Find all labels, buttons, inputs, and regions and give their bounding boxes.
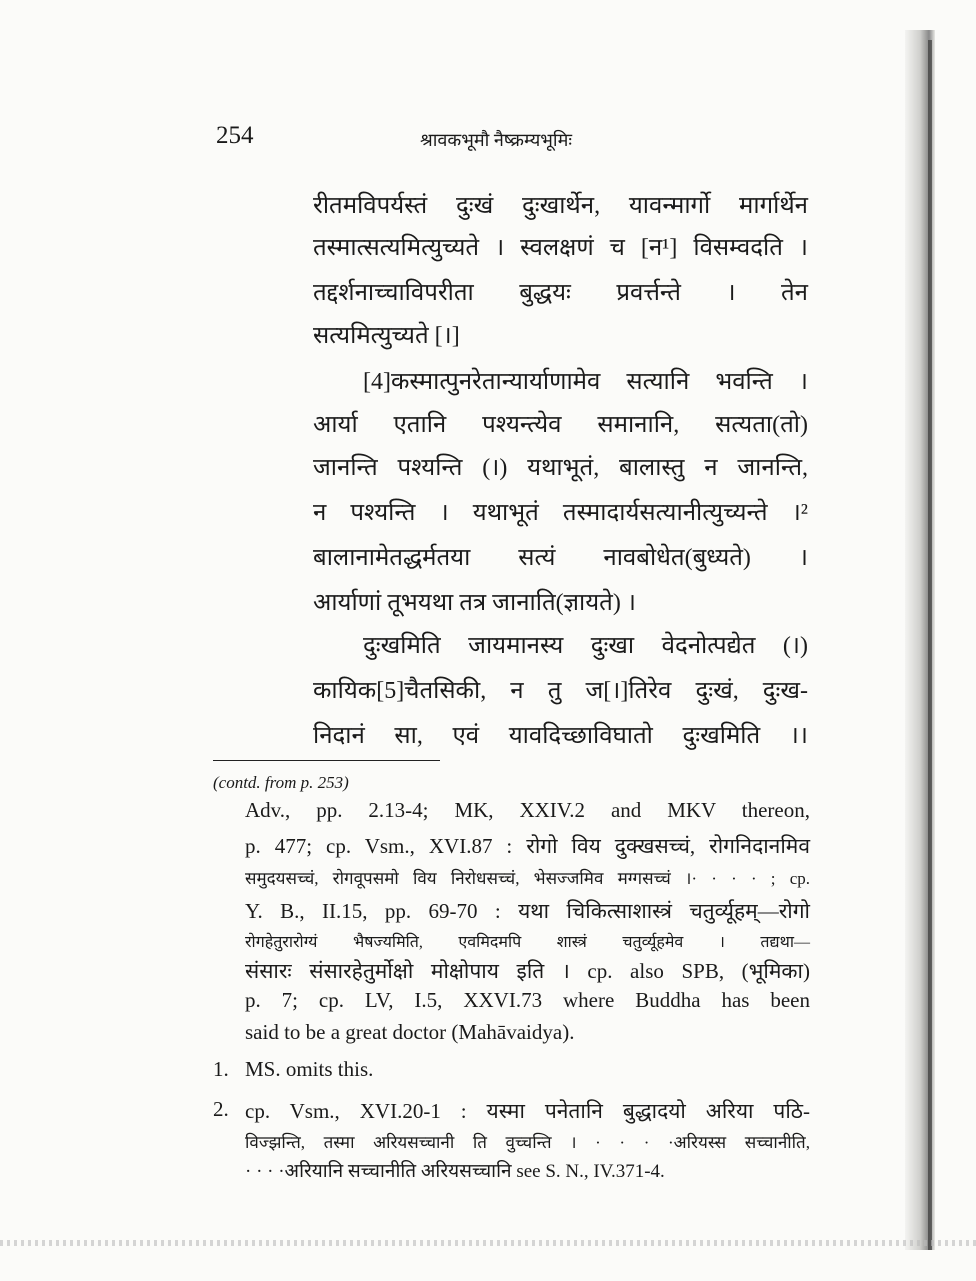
main-text-line: कायिक[5]चैतसिकी, न तु ज[।]तिरेव दुःखं, दुःख- xyxy=(313,678,808,704)
footnote-line: p. 477; cp. Vsm., XVI.87 : रोगो विय दुक्खसच्चं, रोगनिदानमिव xyxy=(245,834,810,858)
main-text-line: तद्दर्शनाच्चाविपरीता बुद्धयः प्रवर्त्तन्ते । तेन xyxy=(313,280,808,306)
footnote-line: Y. B., II.15, pp. 69-70 : यथा चिकित्साशास्त्रं चतुर्व्यूहम्—रोगो xyxy=(245,899,810,923)
footnote-number: 2. xyxy=(213,1097,229,1121)
running-title: श्रावकभूमौ नैष्क्रम्यभूमिः xyxy=(420,130,572,150)
footnote-2-line: विज्झन्ति, तस्मा अरियसच्चानी ति वुच्चन्ति । · · · ·अरियस्स सच्चानीति, xyxy=(245,1133,810,1152)
main-text-line: [4]कस्मात्पुनरेतान्यार्याणामेव सत्यानि भवन्ति । xyxy=(363,369,808,395)
main-text-line: दुःखमिति जायमानस्य दुःखा वेदनोत्पद्येत (।) xyxy=(363,633,808,659)
footnote-number: 1. xyxy=(213,1057,229,1081)
footnote-separator xyxy=(213,760,440,761)
main-text-line: रीतमविपर्यस्तं दुःखं दुःखार्थेन, यावन्मार्गो मार्गार्थेन xyxy=(313,193,808,219)
footnote-2-line: cp. Vsm., XVI.20-1 : यस्मा पनेतानि बुद्धादयो अरिया पठि- xyxy=(245,1099,810,1123)
page-number: 254 xyxy=(216,122,254,149)
main-text-line: आर्या एतानि पश्यन्त्येव समानानि, सत्यता(तो) xyxy=(313,412,808,438)
main-text-line: सत्यमित्युच्यते [।] xyxy=(313,323,460,349)
footnote-line: said to be a great doctor (Mahāvaidya). xyxy=(245,1020,575,1044)
footnote-line: समुदयसच्चं, रोगवूपसमो विय निरोधसच्चं, भेसज्जमिव मग्गसच्चं ।· · · · ; cp. xyxy=(245,869,810,888)
footnote-line: रोगहेतुरारोग्यं भैषज्यमिति, एवमिदमपि शास्त्रं चतुर्व्यूहमेव । तद्यथा— xyxy=(245,934,810,951)
footnote-line: p. 7; cp. LV, I.5, XXVI.73 where Buddha has been xyxy=(245,988,810,1012)
main-text-line: जानन्ति पश्यन्ति (।) यथाभूतं, बालास्तु न जानन्ति, xyxy=(313,455,808,481)
scan-bottom-edge xyxy=(0,1240,976,1246)
main-text-line: आर्याणां तूभयथा तत्र जानाति(ज्ञायते) । xyxy=(313,590,636,616)
main-text-line: निदानं सा, एवं यावदिच्छाविघातो दुःखमिति ।। xyxy=(313,723,808,749)
main-text-line: न पश्यन्ति । यथाभूतं तस्मादार्यसत्यानीत्युच्यन्ते ।² xyxy=(313,500,808,526)
page-edge xyxy=(928,40,932,1250)
footnote-1: MS. omits this. xyxy=(245,1057,374,1081)
main-text-line: तस्मात्सत्यमित्युच्यते । स्वलक्षणं च [न¹] विसम्वदति । xyxy=(313,235,808,261)
footnote-line: Adv., pp. 2.13-4; MK, XXIV.2 and MKV thereon, xyxy=(245,798,810,822)
main-text-line: बालानामेतद्धर्मतया सत्यं नावबोधेत(बुध्यते) । xyxy=(313,545,808,571)
footnote-line: संसारः संसारहेतुर्मोक्षो मोक्षोपाय इति । cp. also SPB, (भूमिका) xyxy=(245,959,810,983)
footnote-continued-label: (contd. from p. 253) xyxy=(213,773,349,792)
footnote-2-line: · · · ·अरियानि सच्चानीति अरियसच्चानि see S. N., IV.371-4. xyxy=(245,1161,665,1182)
